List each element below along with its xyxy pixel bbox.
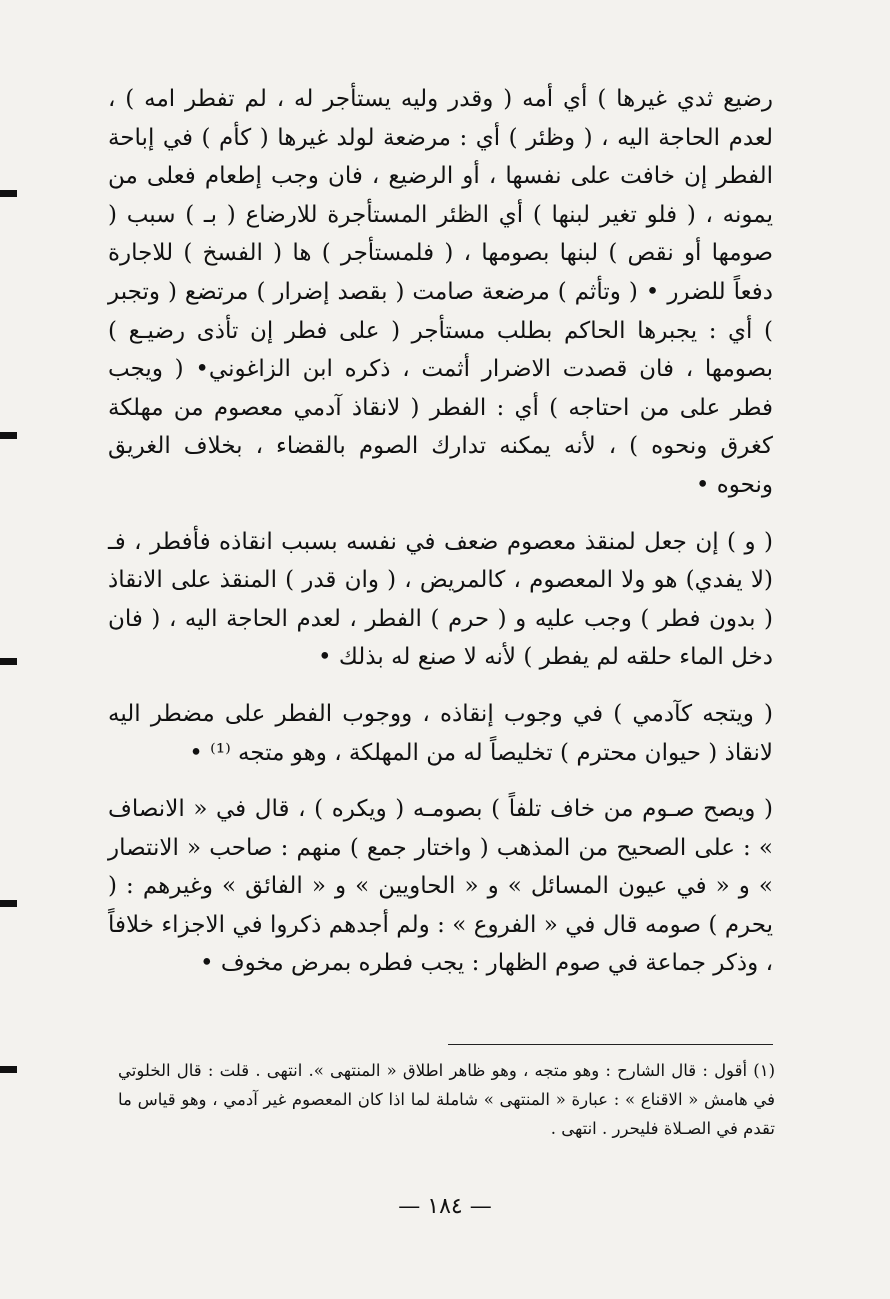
paragraph: ( و ) إن جعل لمنقذ معصوم ضعف في نفسه بسبب انقاذه فأفطر ، فـ (لا يفدي) هو ولا المعصوم ، كالمريض ، ( وان قدر ) المنقذ على الانقاذ ( بدون فطر ) وجب عليه و ( حرم ) الفطر ، لعدم الحاجة اليه ، ( فان دخل الماء حلقه لم يفطر ) لأنه لا صنع له بذلك • bbox=[108, 528, 773, 671]
footnote-section bbox=[118, 1056, 775, 1143]
margin-mark bbox=[0, 658, 17, 665]
margin-mark bbox=[0, 190, 17, 197]
paragraph: ( ويتجه كآدمي ) في وجوب إنقاذه ، ووجوب الفطر على مضطر اليه لانقاذ ( حيوان محترم ) تخليصاً له من المهلكة ، وهو متجه ⁽¹⁾ • bbox=[108, 700, 773, 766]
paragraph: رضيع ثدي غيرها ) أي أمه ( وقدر وليه يستأجر له ، لم تفطر امه ) ، لعدم الحاجة اليه ، ( وظئر ) أي : مرضعة لولد غيرها ( كأم ) في إباحة الفطر إن خافت على نفسها ، أو الرضيع ، فان وجب إطعام فعلى من يمونه ، ( فلو تغير لبنها ) أي الظئر المستأجرة للارضاع ( بـ ) سبب ( صومها أو نقص ) لبنها بصومها ، ( فلمستأجر ) ها ( الفسخ ) للاجارة دفعاً للضرر • ( وتأثم ) مرضعة صامت ( بقصد إضرار ) مرتضع ( وتجبر ) أي : يجبرها الحاكم بطلب مستأجر ( على فطر إن تأذى رضيـع ) بصومها ، فان قصدت الاضرار أثمت ، ذكره ابن الزاغوني• ( ويجب فطر على من احتاجه ) أي : الفطر ( لانقاذ آدمي معصوم من مهلكة كغرق ونحوه ) ، لأنه يمكنه تدارك الصوم بالقضاء ، بخلاف الغريق ونحوه • bbox=[108, 86, 773, 498]
footnote: (١) أقول : قال الشارح : وهو متجه ، وهو ظاهر اطلاق « المنتهى ». انتهى . قلت : قال الخلوتي في هامش « الاقناع » : عبارة « المنتهى » شاملة لما اذا كان المعصوم غير آدمي ، وهو قياس ما تقدم في الصـلاة فليحرر . انتهى . bbox=[118, 1061, 775, 1138]
footnote-divider bbox=[448, 1044, 773, 1045]
page-number: — ١٨٤ — bbox=[398, 1194, 492, 1219]
main-text bbox=[108, 80, 773, 1001]
paragraph: ( ويصح صـوم من خاف تلفاً ) بصومـه ( ويكره ) ، قال في « الانصاف » : على الصحيح من المذهب ( واختار جمع ) منهم : صاحب « الانتصار » و « في عيون المسائل » و « الحاويين » و « الفائق » وغيرهم : ( يحرم ) صومه قال في « الفروع » : ولم أجدهم ذكروا في الاجزاء خلافاً ، وذكر جماعة في صوم الظهار : يجب فطره بمرض مخوف • bbox=[108, 796, 773, 977]
margin-mark bbox=[0, 900, 17, 907]
margin-mark bbox=[0, 1066, 17, 1073]
margin-mark bbox=[0, 432, 17, 439]
